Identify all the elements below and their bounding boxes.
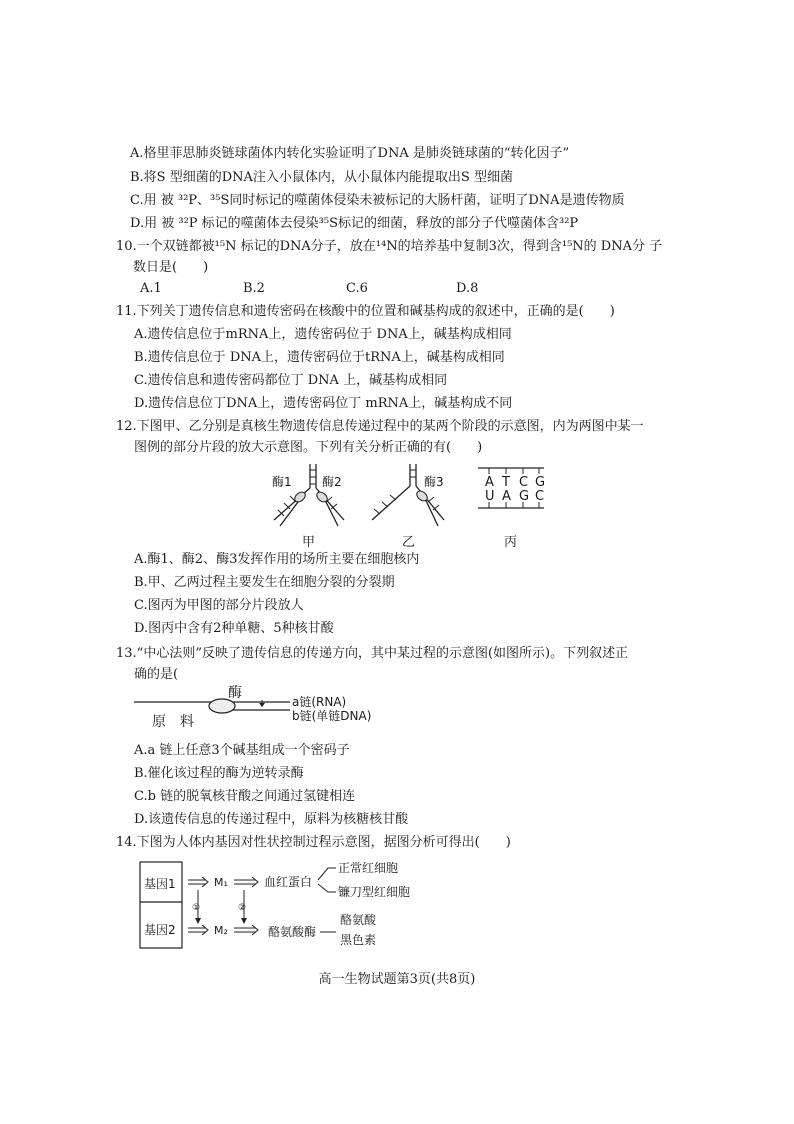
label-step2: ② <box>238 903 247 913</box>
q9-option-a: A.格里菲思肺炎链球菌体内转化实验证明了DNA 是肺炎链球菌的“转化因子” <box>130 146 570 161</box>
q9-option-c: C.用 被 ³²P、³⁵S同时标记的噬菌体侵染未被标记的大肠杆菌，证明了DNA是遗传物质 <box>130 193 625 208</box>
label-bing: 丙 <box>504 535 518 550</box>
q12-option-c: C.图丙为甲图的部分片段放人 <box>134 598 304 613</box>
label-melanin: 黑色素 <box>340 933 377 947</box>
q11-option-c: C.遗传信息和遗传密码都位丁 DNA 上，碱基构成相同 <box>134 373 448 388</box>
base-top-3: C <box>519 475 529 490</box>
diagram-yi <box>372 464 444 526</box>
base-bottom-4: C <box>535 489 545 504</box>
q12-option-a: A.酶1、酶2、酶3发挥作用的场所主要在细胞核内 <box>134 552 420 567</box>
label-yi: 乙 <box>402 535 416 550</box>
q12-stem: 12.下图甲、乙分别是真核生物遗传信息传递过程中的某两个阶段的示意图，内为两图中某一 <box>116 419 644 434</box>
q11-option-b: B.遗传信息位于 DNA上，遗传密码位于tRNA上，碱基构成相同 <box>134 350 505 365</box>
q10-option-d: D.8 <box>456 281 479 296</box>
label-tyrosinase: 酪氨酸酶 <box>268 925 317 939</box>
q13-option-d: D.该遗传信息的传递过程中，原料为核糖核甘酸 <box>134 812 409 827</box>
q11-stem: 11.下列关丁遗传信息和遗传密码在核酸中的位置和碱基构成的叙述中，正确的是( ) <box>116 304 615 319</box>
q14-diagram <box>136 856 436 956</box>
diagram-bing <box>478 468 545 508</box>
label-sickle-rbc: 镰刀型红细胞 <box>338 885 411 899</box>
q9-option-b: B.将S 型细菌的DNA注入小鼠体内，从小鼠体内能提取出S 型细菌 <box>130 170 513 185</box>
q12-option-d: D.图丙中含有2种单糖、5种核甘酸 <box>134 621 334 636</box>
base-bottom-2: A <box>502 489 511 504</box>
label-tyrosine: 酪氨酸 <box>340 913 377 927</box>
label-gene2: 基因2 <box>144 923 176 937</box>
base-top-4: G <box>535 475 546 490</box>
page-footer: 高一生物试题第3页(共8页) <box>318 972 476 987</box>
base-bottom-1: U <box>485 489 495 504</box>
label-enzyme: 酶 <box>228 685 242 701</box>
q10-option-b: B.2 <box>243 281 265 296</box>
q13-stem: 13.“中心法则”反映了遗传信息的传递方向，其中某过程的示意图(如图所示)。下列叙述正 <box>116 646 629 661</box>
label-step1: ① <box>192 903 201 913</box>
q13-stem-cont: 确的是( <box>134 667 179 682</box>
q10-options <box>140 280 540 298</box>
base-top-1: A <box>485 475 494 490</box>
diagram-jia <box>272 464 344 526</box>
q10-stem: 10.一个双链都被¹⁵N 标记的DNA分子，放在¹⁴N的培养基中复制3次，得到含¹⁵N的 DNA分 子 <box>116 239 663 254</box>
q13-option-c: C.b 链的脱氧核苷酸之间通过氢键相连 <box>134 789 356 804</box>
label-m1: M₁ <box>214 876 228 889</box>
q12-stem-cont: 图例的部分片段的放大示意图。下列有关分析正确的有( ) <box>134 440 483 455</box>
label-hemoglobin: 血红蛋白 <box>264 875 313 889</box>
q13-diagram <box>130 684 410 734</box>
label-raw-material: 原 料 <box>152 714 194 730</box>
q13-option-a: A.a 链上任意3个碱基组成一个密码子 <box>134 743 350 758</box>
q11-option-d: D.遗传信息位丁DNA上，遗传密码位丁 mRNA上，碱基构成不同 <box>134 396 513 411</box>
label-a-chain: a链(RNA) <box>292 695 347 709</box>
q13-option-b: B.催化该过程的酶为逆转录酶 <box>134 766 304 781</box>
label-jia: 甲 <box>302 535 316 550</box>
q10-option-a: A.1 <box>140 281 162 296</box>
label-b-chain: b链(单链DNA) <box>292 709 372 723</box>
label-enzyme2: 酶2 <box>322 475 342 489</box>
label-m2: M₂ <box>214 924 228 937</box>
label-enzyme3: 酶3 <box>424 475 444 489</box>
q12-option-b: B.甲、乙两过程主要发生在细胞分裂的分裂期 <box>134 575 395 590</box>
label-enzyme1: 酶1 <box>272 475 292 489</box>
base-top-2: T <box>502 475 510 490</box>
q10-option-c: C.6 <box>346 281 368 296</box>
q9-option-d: D.用 被 ³²P 标记的噬菌体去侵染³⁵S标记的细菌，释放的部分子代噬菌体含³²P <box>130 216 579 231</box>
base-bottom-3: G <box>519 489 530 504</box>
q12-diagram <box>260 464 560 554</box>
q11-option-a: A.遗传信息位于mRNA上，遗传密码位于 DNA上，碱基构成相同 <box>134 327 512 342</box>
label-normal-rbc: 正常红细胞 <box>338 861 399 875</box>
q14-stem: 14.下图为人体内基因对性状控制过程示意图，据图分析可得出( ) <box>116 835 511 850</box>
q10-stem-cont: 数日是( ) <box>133 260 209 275</box>
label-gene1: 基因1 <box>144 877 176 891</box>
